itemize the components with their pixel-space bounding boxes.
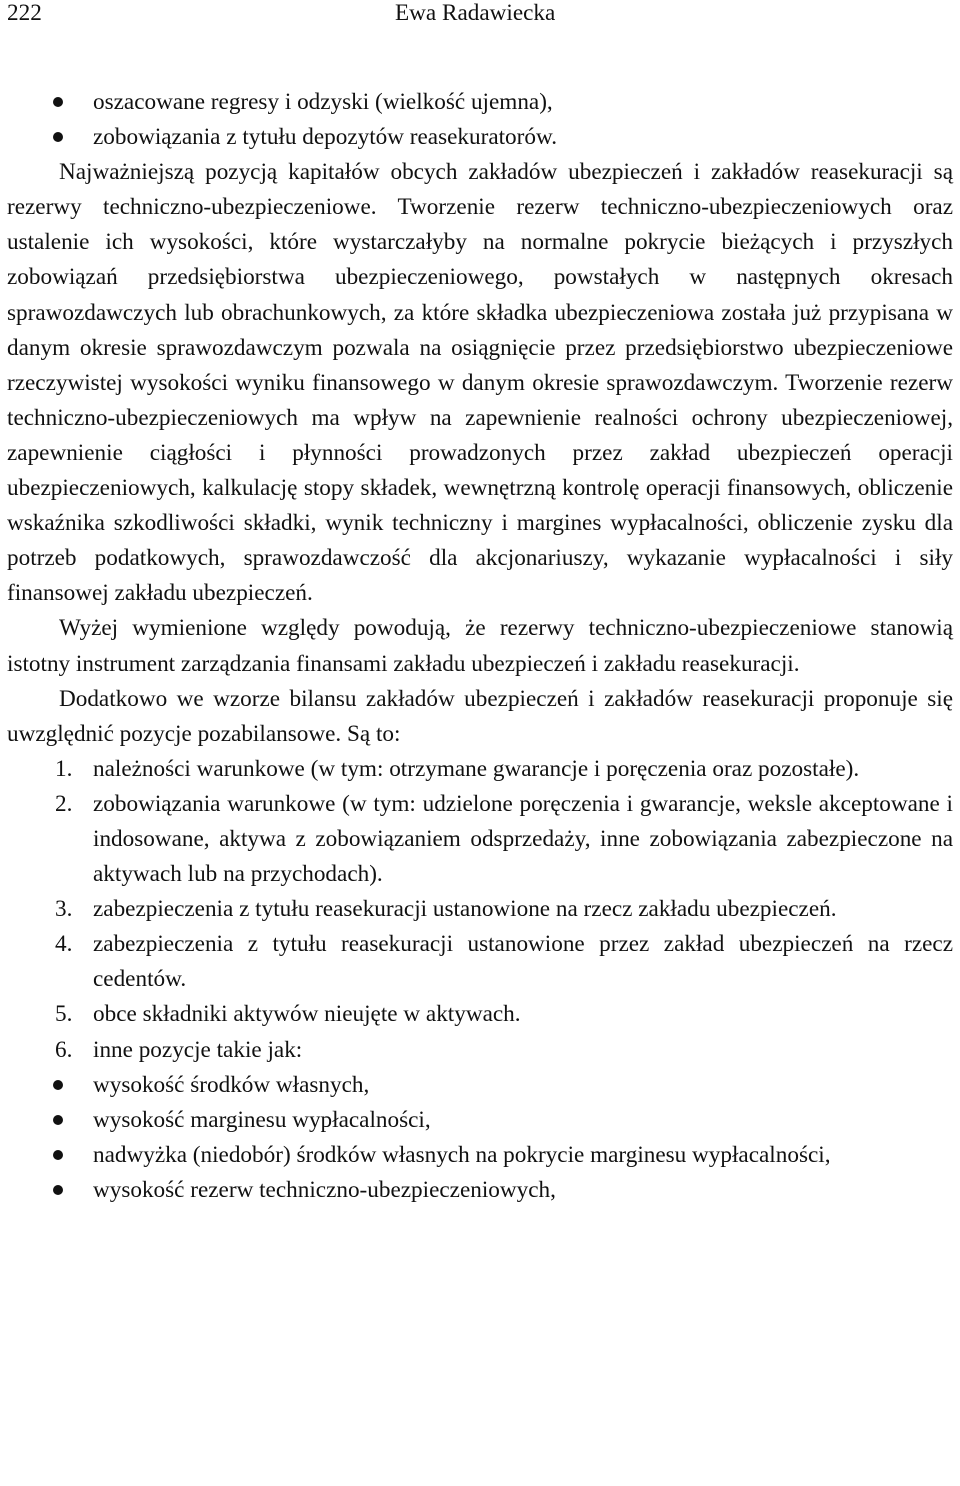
list-number: 1.	[55, 755, 73, 782]
list-number: 6.	[55, 1036, 73, 1063]
list-number: 5.	[55, 1001, 73, 1028]
list-item	[7, 1068, 953, 1103]
bullet-icon	[53, 97, 63, 107]
numbered-list	[7, 752, 953, 1068]
list-number: 4.	[55, 931, 73, 958]
list-item	[7, 927, 953, 997]
list-item-text: nadwyżka (niedobór) środków własnych na pokrycie marginesu wypłacalności,	[93, 1141, 831, 1168]
list-item	[7, 1138, 953, 1173]
list-item-text: inne pozycje takie jak:	[93, 1036, 303, 1063]
list-item-text: wysokość rezerw techniczno-ubezpieczeniowych,	[93, 1176, 556, 1203]
list-item	[7, 1033, 953, 1068]
bullet-icon	[53, 1185, 63, 1195]
list-item-text: należności warunkowe (w tym: otrzymane gwarancje i poręczenia oraz pozostałe).	[93, 755, 860, 782]
bullet-icon	[53, 1080, 63, 1090]
bullet-list-bottom	[7, 1068, 953, 1208]
body-paragraph: Dodatkowo we wzorze bilansu zakładów ubezpieczeń i zakładów reasekuracji proponuje się uwzględnić pozycje pozabilansowe. Są to:	[7, 685, 953, 747]
list-item-text: zobowiązania warunkowe (w tym: udzielone poręczenia i gwarancje, weksle akceptowane i indosowane, aktywa z zobowiązaniem odsprzedaży, inne zobowiązania zabezpieczone na aktywach lub na przychodach).	[93, 790, 953, 888]
bullet-icon	[53, 132, 63, 142]
list-item-text: oszacowane regresy i odzyski (wielkość ujemna),	[93, 89, 553, 115]
list-item-text: zabezpieczenia z tytułu reasekuracji ustanowione przez zakład ubezpieczeń na rzecz cedentów.	[93, 931, 953, 993]
list-item	[7, 1173, 953, 1208]
bullet-icon	[53, 1150, 63, 1160]
list-item	[7, 120, 953, 155]
list-number: 2.	[55, 790, 73, 817]
list-item	[7, 1103, 953, 1138]
list-item	[7, 787, 953, 892]
body-paragraph: Wyżej wymienione względy powodują, że rezerwy techniczno-ubezpieczeniowe stanowią istotny instrument zarządzania finansami zakładu ubezpieczeń i zakładu reasekuracji.	[7, 615, 953, 677]
page-number: 222	[7, 0, 42, 26]
list-item	[7, 892, 953, 927]
page-body	[7, 85, 953, 1208]
list-item-text: zabezpieczenia z tytułu reasekuracji ustanowione na rzecz zakładu ubezpieczeń.	[93, 896, 837, 923]
list-item-text: zobowiązania z tytułu depozytów reasekuratorów.	[93, 124, 557, 151]
list-item	[7, 85, 953, 120]
bullet-list-top	[7, 85, 953, 155]
list-number: 3.	[55, 896, 73, 923]
list-item-text: wysokość środków własnych,	[93, 1071, 370, 1098]
list-item-text: wysokość marginesu wypłacalności,	[93, 1106, 431, 1133]
list-item-text: obce składniki aktywów nieujęte w aktywach.	[93, 1001, 521, 1028]
running-author: Ewa Radawiecka	[395, 0, 556, 26]
bullet-icon	[53, 1115, 63, 1125]
list-item	[7, 997, 953, 1032]
body-paragraph: Najważniejszą pozycją kapitałów obcych zakładów ubezpieczeń i zakładów reasekuracji są rezerwy techniczno-ubezpieczeniowe. Tworzenie rezerw techniczno-ubezpieczeniowych oraz ustalenie ich wysokości, które wystarczałyby na normalne pokrycie bieżących i przyszłych zobowiązań przedsiębiorstwa ubezpieczeniowego, powstałych w następnych okresach sprawozdawczych lub obrachunkowych, za które składka ubezpieczeniowa została już przypisana w danym okresie sprawozdawczym pozwala na osiągnięcie przez przedsiębiorstwo ubezpieczeniowe rzeczywistej wysokości wyniku finansowego w danym okresie sprawozdawczym. Tworzenie rezerw techniczno-ubezpieczeniowych ma wpływ na zapewnienie realności ochrony ubezpieczeniowej, zapewnienie ciągłości i płynności prowadzonych przez zakład ubezpieczeń operacji ubezpieczeniowych, kalkulację stopy składek, wewnętrzną kontrolę operacji finansowych, obliczenie wskaźnika szkodliwości składki, wynik techniczny i margines wypłacalności, obliczenie zysku dla potrzeb podatkowych, sprawozdawczość dla akcjonariuszy, wykazanie wypłacalności i siły finansowej zakładu ubezpieczeń.	[7, 159, 953, 607]
running-header	[7, 0, 953, 30]
list-item	[7, 752, 953, 787]
